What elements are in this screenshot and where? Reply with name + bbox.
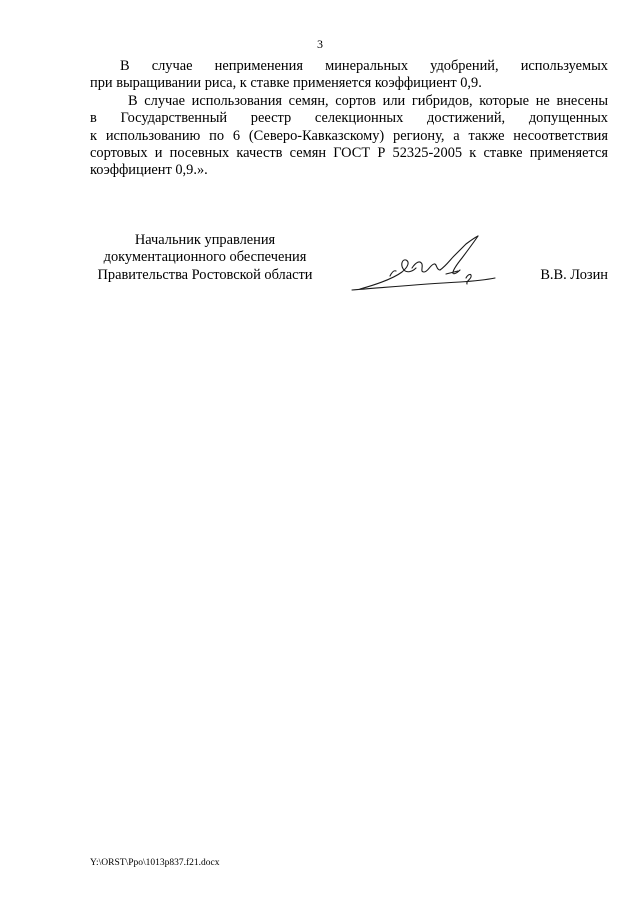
signatory-title — [90, 232, 320, 284]
file-path-footer: Y:\ORST\Ppo\1013p837.f21.docx — [90, 858, 220, 868]
signature-block — [90, 232, 608, 302]
paragraph-line: к использованию по 6 (Северо-Кавказскому) региону, а также несоответствия — [90, 127, 608, 144]
paragraph-line: сортовых и посевных качеств семян ГОСТ Р 52325-2005 к ставке применяется — [90, 145, 608, 162]
document-body — [90, 58, 608, 180]
handwritten-signature — [350, 232, 510, 298]
paragraph-seeds-coefficient — [90, 93, 608, 180]
paragraph-rice-fertilizer — [90, 58, 608, 93]
signatory-title-line: Правительства Ростовской области — [97, 266, 313, 283]
signatory-title-line: Начальник управления — [134, 232, 276, 248]
signatory-name: В.В. Лозин — [540, 266, 608, 283]
paragraph-line: в Государственный реестр селекционных достижений, допущенных — [90, 110, 608, 127]
paragraph-line: коэффициент 0,9.». — [90, 162, 208, 179]
paragraph-line: В случае использования семян, сортов или гибридов, которые не внесены — [128, 92, 608, 109]
signatory-title-line: документационного обеспечения — [103, 249, 307, 266]
paragraph-line: В случае неприменения минеральных удобрений, используемых — [120, 58, 608, 74]
page-number: 3 — [317, 37, 323, 51]
paragraph-line: при выращивании риса, к ставке применяется коэффициент 0,9. — [90, 75, 482, 92]
